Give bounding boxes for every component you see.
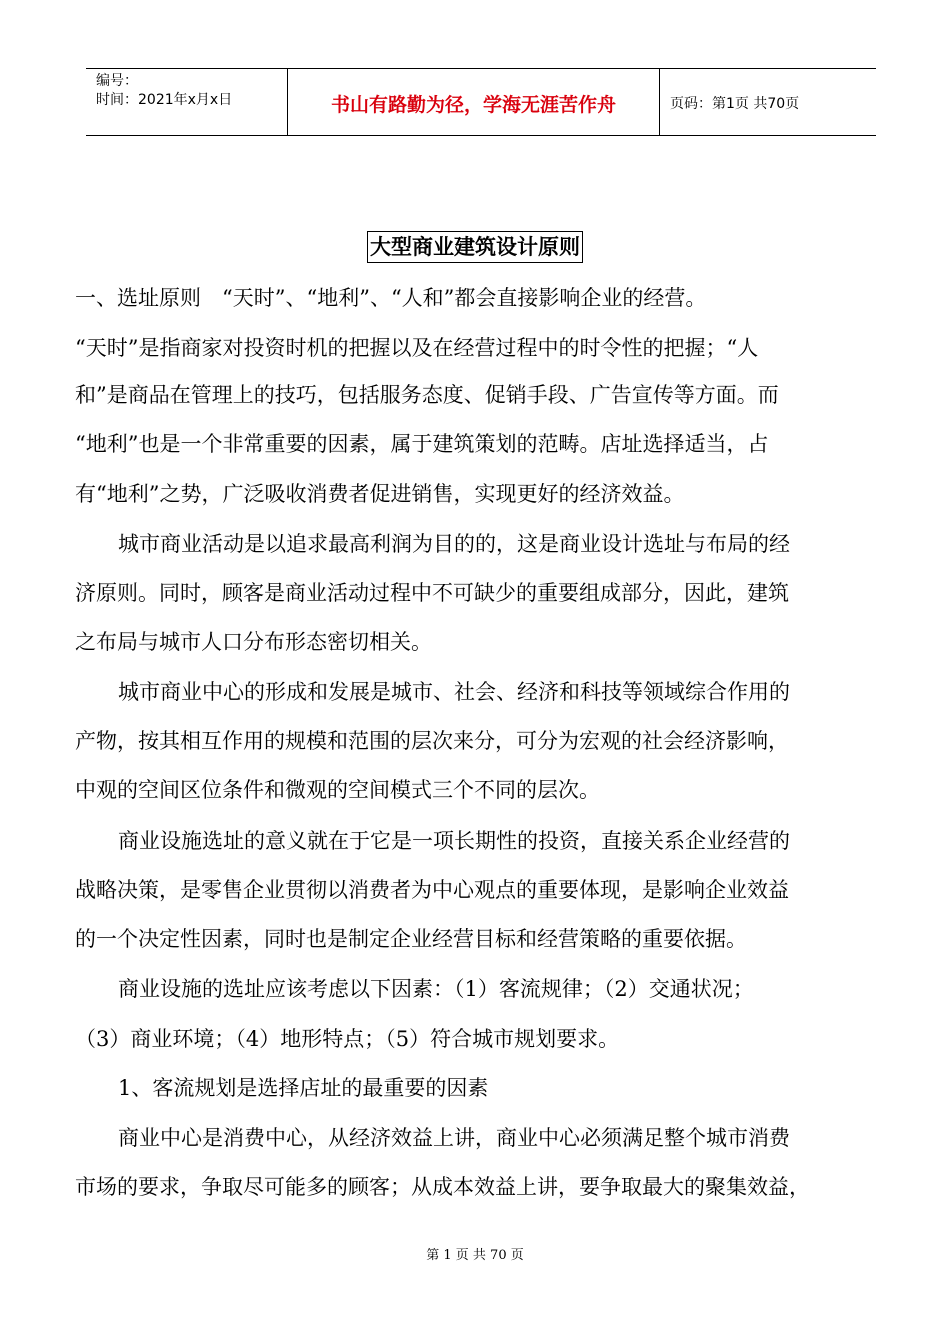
date-label: 时间：2021年x月x日 xyxy=(96,92,233,108)
footer-page-number: 第 1 页 共 70 页 xyxy=(426,1248,524,1263)
body-line: 城市商业活动是以追求最高利润为目的的，这是商业设计选址与布局的经 xyxy=(118,532,790,556)
body-line: 之布局与城市人口分布形态密切相关。 xyxy=(75,630,432,654)
body-line: “地利”也是一个非常重要的因素，属于建筑策划的范畴。店址选择适当，占 xyxy=(75,432,769,456)
body-line: 的一个决定性因素，同时也是制定企业经营目标和经营策略的重要依据。 xyxy=(75,927,747,951)
body-line: 济原则。同时，顾客是商业活动过程中不可缺少的重要组成部分，因此，建筑 xyxy=(75,581,789,605)
body-line: “天时”是指商家对投资时机的把握以及在经营过程中的时令性的把握；“人 xyxy=(75,336,759,360)
body-line: 和”是商品在管理上的技巧，包括服务态度、促销手段、广告宣传等方面。而 xyxy=(75,383,779,407)
body-line: （3）商业环境；（4）地形特点；（5）符合城市规划要求。 xyxy=(75,1027,620,1051)
header-meta-cell xyxy=(86,69,287,135)
body-line: 商业设施的选址应该考虑以下因素：（1）客流规律；（2）交通状况； xyxy=(118,977,754,1001)
header-page-cell xyxy=(660,69,876,135)
serial-number-label: 编号： xyxy=(96,73,138,89)
header-motto-cell xyxy=(287,69,660,135)
body-line: 有“地利”之势，广泛吸收消费者促进销售，实现更好的经济效益。 xyxy=(75,482,685,506)
body-line: 1、客流规划是选择店址的最重要的因素 xyxy=(118,1076,489,1100)
motto-text: 书山有路勤为径，学海无涯苦作舟 xyxy=(330,94,616,116)
document-title xyxy=(0,231,950,263)
body-line: 城市商业中心的形成和发展是城市、社会、经济和科技等领域综合作用的 xyxy=(118,680,790,704)
body-line: 商业设施选址的意义就在于它是一项长期性的投资，直接关系企业经营的 xyxy=(118,829,790,853)
document-header xyxy=(86,68,876,136)
document-title-text: 大型商业建筑设计原则 xyxy=(367,231,583,263)
body-line: 产物，按其相互作用的规模和范围的层次来分，可分为宏观的社会经济影响， xyxy=(75,729,789,753)
body-line: 市场的要求，争取尽可能多的顾客；从成本效益上讲，要争取最大的聚集效益， xyxy=(75,1175,810,1199)
header-page-number: 页码：第1页 共70页 xyxy=(670,96,800,112)
body-line: 中观的空间区位条件和微观的空间模式三个不同的层次。 xyxy=(75,778,600,802)
body-line: 一、选址原则 “天时”、“地利”、“人和”都会直接影响企业的经营。 xyxy=(75,286,707,310)
body-line: 商业中心是消费中心，从经济效益上讲，商业中心必须满足整个城市消费 xyxy=(118,1126,790,1150)
body-line: 战略决策，是零售企业贯彻以消费者为中心观点的重要体现，是影响企业效益 xyxy=(75,878,789,902)
